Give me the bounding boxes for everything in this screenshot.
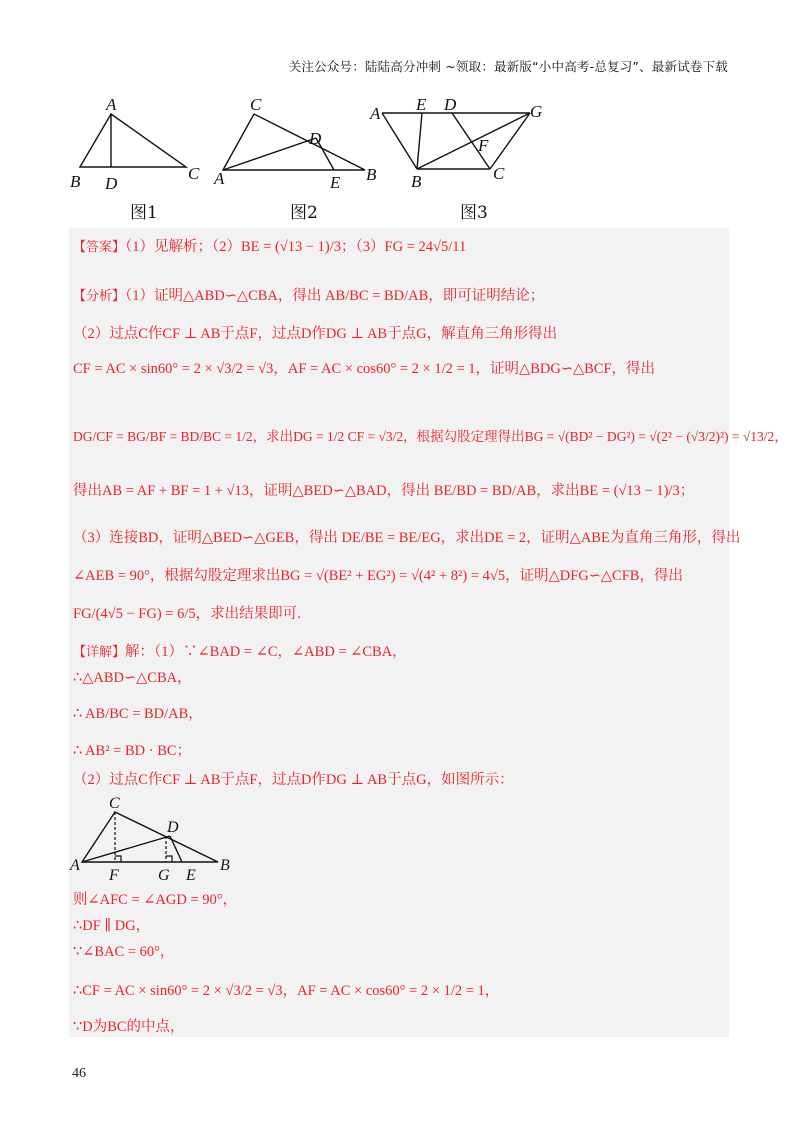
fig4-label-d: D: [167, 819, 179, 836]
detail-line-1: [73, 645, 407, 660]
fig3-label-d: D: [444, 95, 457, 114]
fig1-label-c: C: [188, 164, 200, 183]
page-number: 46: [72, 1066, 86, 1081]
detail-tag: 【详解】: [73, 645, 126, 660]
fig4-label-a: A: [70, 857, 80, 874]
fig2-label-a: A: [214, 169, 225, 188]
analysis-line-5: 得出AB = AF + BF = 1 + √13，证明△BED∽△BAD，得出 BE/BD = BD/AB，求出BE = (√13 − 1)/3；: [73, 483, 695, 499]
detail-line-10: ∵D为BC的中点，: [73, 1019, 185, 1035]
detail-line-6: 则∠AFC = ∠AGD = 90°，: [73, 892, 238, 908]
detail-line-7: ∴DF ∥ DG，: [73, 918, 151, 934]
page-header: 关注公众号：陆陆高分冲刺 ~领取：最新版“小中高考-总复习”、最新试卷下载: [288, 59, 728, 74]
detail-line-5: （2）过点C作CF ⊥ AB于点F，过点D作DG ⊥ AB于点G，如图所示：: [73, 772, 514, 788]
figure-caption-3: 图3: [460, 203, 488, 223]
fig3-label-g: G: [530, 102, 543, 121]
fig3-label-c: C: [493, 164, 505, 183]
analysis-line-3: CF = AC × sin60° = 2 × √3/2 = √3，AF = AC × cos60° = 2 × 1/2 = 1，证明△BDG∽△BCF，得出: [73, 361, 656, 377]
fig4-label-f: F: [109, 867, 119, 884]
fig2-label-c: C: [250, 95, 262, 114]
geometry-figures: [68, 92, 668, 224]
answer-panel: [69, 228, 729, 1037]
fig4-label-g: G: [158, 867, 170, 884]
analysis-line-4: DG/CF = BG/BF = BD/BC = 1/2，求出DG = 1/2 CF = √3/2，根据勾股定理得出BG = √(BD² − DG²) = √(2² − (√3/2)²) = √13/2，: [73, 429, 788, 444]
analysis-line-7: ∠AEB = 90°，根据勾股定理求出BG = √(BE² + EG²) = √(4² + 8²) = 4√5，证明△DFG∽△CFB，得出: [73, 568, 683, 584]
detail-text-1: 解：（1）∵∠BAD = ∠C，∠ABD = ∠CBA，: [125, 644, 407, 660]
fig1-label-a: A: [106, 95, 117, 114]
analysis-text-1: （1）证明△ABD∽△CBA，得出 AB/BC = BD/AB，即可证明结论；: [125, 288, 545, 304]
fig4-label-e: E: [186, 867, 196, 884]
detail-line-4: ∴ AB² = BD · BC；: [73, 743, 192, 759]
fig3-label-e: E: [416, 95, 427, 114]
fig2-label-d: D: [309, 129, 322, 148]
analysis-line-6: （3）连接BD，证明△BED∽△GEB，得出 DE/BE = BE/EG，求出DE = 2，证明△ABE为直角三角形，得出: [73, 530, 741, 546]
figure-caption-1: 图1: [130, 203, 158, 223]
answer-line: [73, 240, 466, 255]
answer-text: （1）见解析；（2）BE = (√13 − 1)/3；（3）FG = 24√5/11: [125, 239, 467, 255]
fig4-label-c: C: [109, 795, 120, 812]
detail-line-3: ∴ AB/BC = BD/AB，: [73, 706, 203, 722]
fig1-label-b: B: [70, 172, 81, 191]
fig3-label-f: F: [478, 136, 489, 155]
analysis-tag: 【分析】: [73, 289, 126, 304]
detail-line-8: ∵∠BAC = 60°，: [73, 944, 175, 960]
fig3-label-b: B: [411, 172, 422, 191]
detail-line-2: ∴△ABD∽△CBA，: [73, 670, 192, 686]
fig3-label-a: A: [370, 104, 381, 123]
detail-line-9: ∴CF = AC × sin60° = 2 × √3/2 = √3，AF = AC × cos60° = 2 × 1/2 = 1，: [73, 983, 500, 999]
analysis-line-2: （2）过点C作CF ⊥ AB于点F，过点D作DG ⊥ AB于点G，解直角三角形得出: [73, 326, 558, 342]
analysis-line-1: [73, 289, 544, 304]
analysis-line-8: FG/(4√5 − FG) = 6/5，求出结果即可.: [73, 606, 301, 622]
fig2-label-e: E: [330, 173, 341, 192]
fig2-label-b: B: [366, 165, 377, 184]
fig4-label-b: B: [220, 857, 230, 874]
detail-figure: [68, 792, 248, 884]
answer-tag: 【答案】: [73, 240, 126, 255]
figure-caption-2: 图2: [290, 203, 318, 223]
fig1-label-d: D: [105, 174, 118, 193]
